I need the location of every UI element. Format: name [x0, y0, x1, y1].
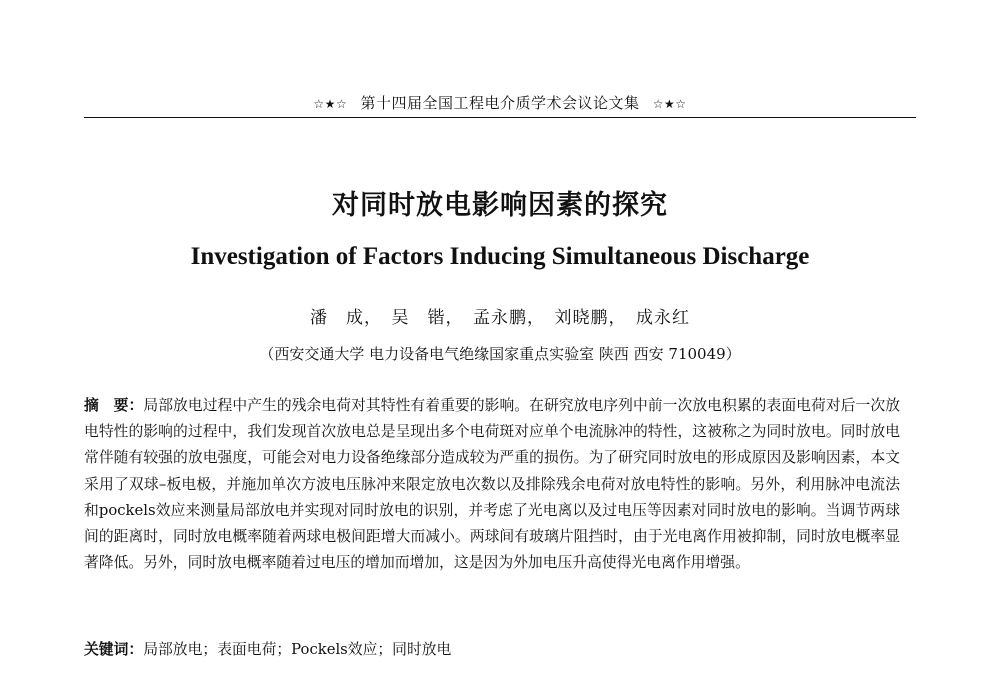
- running-header: [0, 92, 1000, 113]
- abstract-label: 摘 要：: [84, 397, 144, 414]
- abstract: [84, 393, 900, 576]
- star-decoration-right: ☆★☆: [652, 97, 687, 111]
- affiliation: （西安交通大学 电力设备电气绝缘国家重点实验室 陕西 西安 710049）: [259, 345, 741, 363]
- star-decoration-left: ☆★☆: [313, 97, 348, 111]
- header-rule: [84, 117, 916, 118]
- abstract-text: 局部放电过程中产生的残余电荷对其特性有着重要的影响。在研究放电序列中前一次放电积累的表面电荷对后一次放电特性的影响的过程中，我们发现首次放电总是呈现出多个电荷斑对应单个电流脉冲的特性，这被称之为同时放电。同时放电常伴随有较强的放电强度，可能会对电力设备绝缘部分造成较为严重的损伤。为了研究同时放电的形成原因及影响因素，本文采用了双球–板电极，并施加单次方波电压脉冲来限定放电次数以及排除残余电荷对放电特性的影响。另外，利用脉冲电流法和pockels效应来测量局部放电并实现对同时放电的识别，并考虑了光电离以及过电压等因素对同时放电的影响。当调节两球间的距离时，同时放电概率随着两球电极间距增大而减小。两球间有玻璃片阻挡时，由于光电离作用被抑制，同时放电概率显著降低。另外，同时放电概率随着过电压的增加而增加，这是因为外加电压升高使得光电离作用增强。: [84, 397, 900, 572]
- keywords-label: 关键词：: [84, 641, 144, 658]
- authors: 潘 成， 吴 锴， 孟永鹏， 刘晓鹏， 成永红: [310, 308, 690, 328]
- paper-title-chinese: 对同时放电影响因素的探究: [332, 190, 668, 221]
- proceedings-title: 第十四届全国工程电介质学术会议论文集: [360, 94, 640, 112]
- paper-title-english: Investigation of Factors Inducing Simultaneous Discharge: [190, 243, 810, 270]
- keywords: [84, 638, 900, 659]
- keywords-text: 局部放电；表面电荷；Pockels效应；同时放电: [143, 641, 452, 658]
